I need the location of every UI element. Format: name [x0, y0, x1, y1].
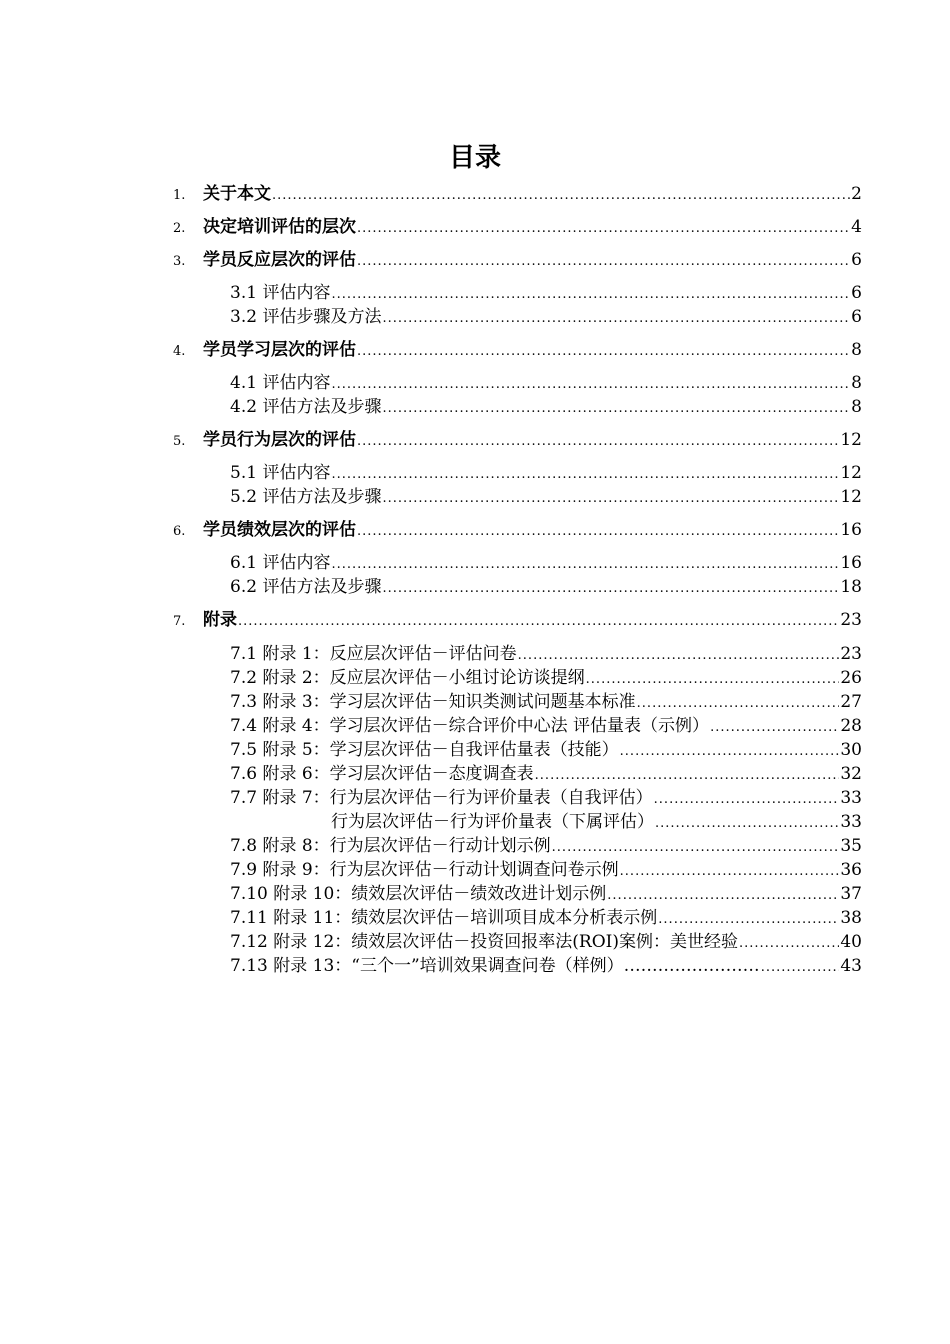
toc-entry-7-7[interactable]: [230, 786, 862, 810]
toc-entry-5-1[interactable]: [230, 461, 862, 485]
toc-entry-4-1[interactable]: [230, 371, 862, 395]
toc-entry-text: 学员绩效层次的评估: [203, 520, 356, 540]
toc-leader-dots: [535, 764, 840, 788]
toc-entry-page: 18: [840, 577, 862, 597]
toc-entry-text: 附录: [203, 610, 237, 630]
toc-entry-text: 4.1 评估内容: [230, 373, 331, 393]
toc-entry-number: 3.: [173, 254, 186, 269]
toc-leader-dots: [331, 373, 850, 397]
toc-entry-text: 7.5 附录 5：学习层次评估－自我评估量表（技能）: [230, 740, 619, 760]
toc-entry-text: 4.2 评估方法及步骤: [230, 397, 382, 417]
toc-leader-dots: [607, 884, 839, 908]
toc-entry-page: 33: [840, 788, 862, 808]
toc-entry-5[interactable]: [173, 428, 862, 452]
toc-leader-dots: [357, 340, 850, 364]
toc-leader-dots: [382, 487, 839, 511]
toc-entry-7-10[interactable]: [230, 882, 862, 906]
toc-entry-text: 5.2 评估方法及步骤: [230, 487, 382, 507]
toc-entry-number: 1.: [173, 188, 186, 203]
toc-entry-number: 6.: [173, 524, 186, 539]
toc-entry-page: 35: [840, 836, 862, 856]
toc-entry-text: 7.4 附录 4：学习层次评估－综合评价中心法 评估量表（示例）: [230, 716, 710, 736]
toc-entry-page: 30: [840, 740, 862, 760]
toc-entry-text: 7.3 附录 3：学习层次评估－知识类测试问题基本标准: [230, 692, 636, 712]
toc-entry-text: 7.11 附录 11：绩效层次评估－培训项目成本分析表示例: [230, 908, 658, 928]
toc-entry-text: 7.6 附录 6：学习层次评估－态度调查表: [230, 764, 534, 784]
toc-entry-text: 决定培训评估的层次: [203, 217, 356, 237]
toc-entry-6-2[interactable]: [230, 575, 862, 599]
toc-entry-page: 37: [840, 884, 862, 904]
toc-entry-text: 7.8 附录 8：行为层次评估－行动计划示例: [230, 836, 551, 856]
toc-entry-text: 7.12 附录 12：绩效层次评估－投资回报率法(ROI)案例：美世经验: [230, 932, 739, 952]
toc-entry-3[interactable]: [173, 248, 862, 272]
toc-entry-7[interactable]: [173, 608, 862, 632]
toc-leader-dots: [331, 283, 850, 307]
toc-leader-dots: [658, 908, 839, 932]
toc-entry-text: 3.2 评估步骤及方法: [230, 307, 382, 327]
toc-entry-7-3[interactable]: [230, 690, 862, 714]
toc-entry-7-2[interactable]: [230, 666, 862, 690]
toc-leader-dots: [518, 644, 840, 668]
toc-entry-text: 学员反应层次的评估: [203, 250, 356, 270]
toc-entry-page: 12: [840, 487, 862, 507]
toc-entry-7-12[interactable]: [230, 930, 862, 954]
toc-entry-page: 4: [851, 217, 862, 237]
toc-leader-dots: [761, 956, 840, 980]
toc-leader-dots: [238, 610, 839, 634]
toc-entry-4[interactable]: [173, 338, 862, 362]
toc-entry-page: 8: [851, 340, 862, 360]
toc-entry-page: 38: [840, 908, 862, 928]
toc-entry-6-1[interactable]: [230, 551, 862, 575]
toc-entry-5-2[interactable]: [230, 485, 862, 509]
toc-entry-text: 7.1 附录 1：反应层次评估－评估问卷: [230, 644, 517, 664]
toc-entry-page: 16: [840, 520, 862, 540]
toc-entry-page: 27: [840, 692, 862, 712]
toc-entry-7-8[interactable]: [230, 834, 862, 858]
toc-entry-7-13[interactable]: [230, 954, 862, 978]
toc-leader-dots: [382, 397, 850, 421]
toc-leader-dots: [357, 520, 839, 544]
toc-leader-dots: [357, 217, 850, 241]
toc-entry-page: 12: [840, 463, 862, 483]
toc-entry-page: 36: [840, 860, 862, 880]
toc-leader-dots: [382, 577, 839, 601]
toc-leader-dots: [710, 716, 839, 740]
toc-entry-page: 6: [851, 250, 862, 270]
toc-entry-page: 32: [840, 764, 862, 784]
toc-entry-1[interactable]: [173, 182, 862, 206]
toc-entry-number: 4.: [173, 344, 186, 359]
toc-entry-page: 43: [840, 956, 862, 976]
toc-entry-text: 行为层次评估－行为评价量表（下属评估）: [331, 812, 654, 832]
toc-entry-3-2[interactable]: [230, 305, 862, 329]
toc-entry-4-2[interactable]: [230, 395, 862, 419]
toc-entry-page: 28: [840, 716, 862, 736]
toc-leader-dots: [552, 836, 840, 860]
toc-leader-dots: [637, 692, 840, 716]
toc-entry-text: 7.13 附录 13：“三个一”培训效果调查问卷（样例）……………………: [230, 956, 760, 976]
toc-entry-text: 7.7 附录 7：行为层次评估－行为评价量表（自我评估）: [230, 788, 653, 808]
toc-entry-text: 7.10 附录 10：绩效层次评估－绩效改进计划示例: [230, 884, 607, 904]
toc-entry-page: 23: [840, 644, 862, 664]
toc-entry-page: 6: [851, 283, 862, 303]
toc-leader-dots: [272, 184, 850, 208]
toc-entry-7-6[interactable]: [230, 762, 862, 786]
toc-entry-text: 7.2 附录 2：反应层次评估－小组讨论访谈提纲: [230, 668, 585, 688]
toc-leader-dots: [357, 250, 850, 274]
toc-leader-dots: [357, 430, 839, 454]
toc-entry-7-7b[interactable]: [331, 810, 862, 834]
toc-leader-dots: [739, 932, 839, 956]
toc-entry-page: 8: [851, 373, 862, 393]
toc-entry-text: 6.2 评估方法及步骤: [230, 577, 382, 597]
toc-entry-page: 6: [851, 307, 862, 327]
toc-entry-text: 学员行为层次的评估: [203, 430, 356, 450]
toc-entry-page: 8: [851, 397, 862, 417]
toc-entry-6[interactable]: [173, 518, 862, 542]
toc-entry-page: 26: [840, 668, 862, 688]
toc-entry-page: 33: [840, 812, 862, 832]
toc-entry-number: 2.: [173, 221, 186, 236]
toc-leader-dots: [331, 553, 839, 577]
toc-entry-page: 40: [840, 932, 862, 952]
toc-leader-dots: [620, 740, 840, 764]
toc-entry-page: 23: [840, 610, 862, 630]
toc-title: 目录: [448, 143, 501, 173]
toc-entry-number: 7.: [173, 614, 186, 629]
toc-leader-dots: [654, 788, 840, 812]
toc-entry-number: 5.: [173, 434, 186, 449]
toc-leader-dots: [331, 463, 839, 487]
toc-entry-text: 3.1 评估内容: [230, 283, 331, 303]
toc-entry-text: 5.1 评估内容: [230, 463, 331, 483]
toc-entry-page: 2: [851, 184, 862, 204]
toc-entry-text: 学员学习层次的评估: [203, 340, 356, 360]
toc-leader-dots: [586, 668, 840, 692]
toc-entry-page: 16: [840, 553, 862, 573]
toc-leader-dots: [655, 812, 839, 836]
toc-entry-7-5[interactable]: [230, 738, 862, 762]
toc-entry-7-9[interactable]: [230, 858, 862, 882]
toc-entry-text: 7.9 附录 9：行为层次评估－行动计划调查问卷示例: [230, 860, 619, 880]
toc-entry-page: 12: [840, 430, 862, 450]
toc-entry-2[interactable]: [173, 215, 862, 239]
toc-leader-dots: [620, 860, 840, 884]
toc-entry-3-1[interactable]: [230, 281, 862, 305]
toc-entry-7-1[interactable]: [230, 642, 862, 666]
toc-leader-dots: [382, 307, 850, 331]
toc-entry-text: 6.1 评估内容: [230, 553, 331, 573]
toc-entry-text: 关于本文: [203, 184, 271, 204]
toc-entry-7-4[interactable]: [230, 714, 862, 738]
toc-entry-7-11[interactable]: [230, 906, 862, 930]
